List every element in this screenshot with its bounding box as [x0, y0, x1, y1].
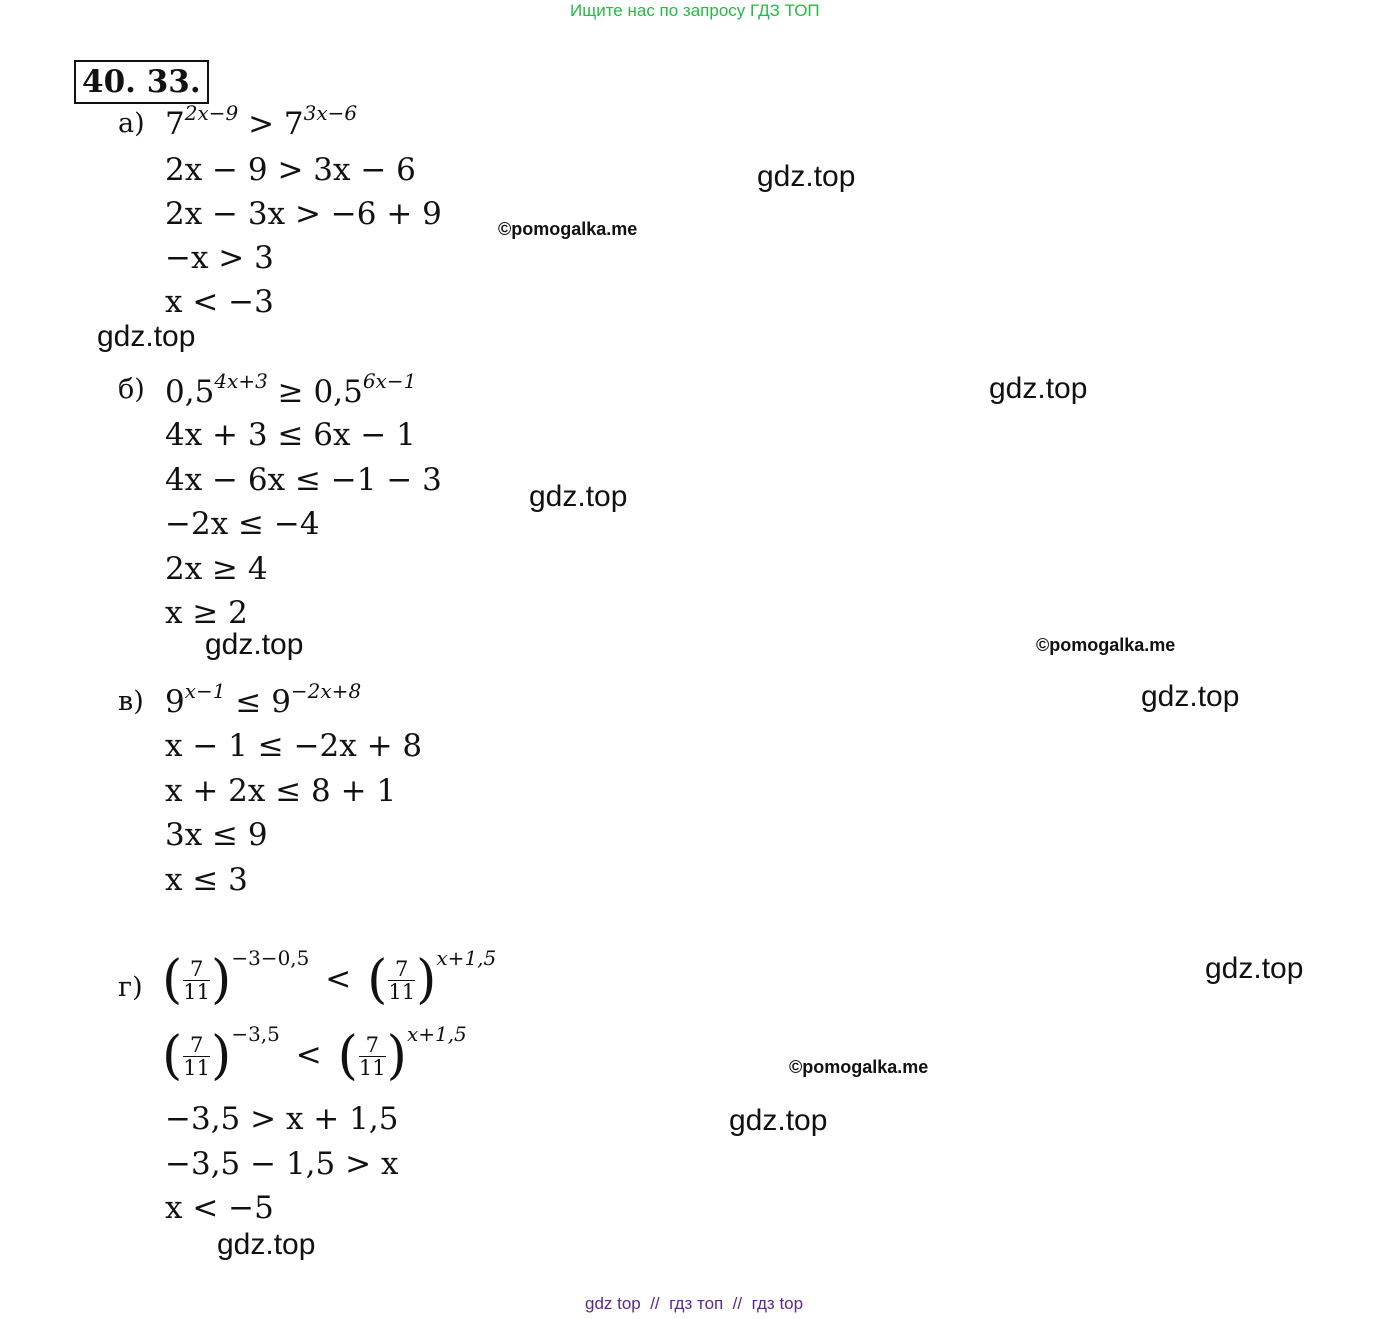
part-a-label: а)	[118, 108, 145, 139]
part-v-base1: 9	[165, 684, 185, 720]
part-b-exp1: 4x+3	[214, 369, 268, 393]
watermark-gdz: gdz.top	[97, 320, 196, 353]
part-g-label: г)	[118, 972, 143, 1003]
part-g-line-1: −3,5 > x + 1,5	[165, 1101, 399, 1137]
part-v-label: в)	[118, 686, 144, 717]
part-v-head	[165, 679, 362, 725]
part-g-fraction: $\frac{7}{11}$	[358, 1032, 386, 1080]
watermark-pomogalka: ©pomogalka.me	[1036, 635, 1176, 655]
watermark-gdz: gdz.top	[217, 1228, 316, 1261]
part-a-rel: >	[238, 106, 284, 142]
part-a-line-3: −x > 3	[165, 240, 274, 276]
part-a-line-2: 2x − 3x > −6 + 9	[165, 196, 442, 232]
part-g-exp1: −3−0,5	[231, 945, 310, 970]
watermark-gdz: gdz.top	[529, 480, 628, 513]
part-a-head	[165, 101, 358, 147]
watermark-gdz: gdz.top	[729, 1104, 828, 1137]
part-b-line-4: 2x ≥ 4	[165, 551, 268, 587]
part-b-base2: 0,5	[313, 374, 363, 410]
header-banner[interactable]: Ищите нас по запросу ГДЗ ТОП	[570, 1, 820, 20]
part-a-base2: 7	[283, 106, 304, 142]
part-a-exp2: 3x−6	[303, 101, 358, 125]
part-b-base1: 0,5	[165, 374, 215, 410]
part-a-exp1: 2x−9	[184, 101, 239, 125]
part-g-line-3: x < −5	[165, 1190, 274, 1226]
part-v-line-3: 3x ≤ 9	[165, 817, 268, 853]
watermark-gdz: gdz.top	[205, 628, 304, 661]
part-b-exp2: 6x−1	[362, 369, 417, 393]
watermark-pomogalka: ©pomogalka.me	[498, 219, 638, 239]
part-b-line-2: 4x − 6x ≤ −1 − 3	[165, 462, 442, 498]
part-g-fraction: $\frac{7}{11}$	[388, 956, 416, 1004]
part-v-exp2: −2x+8	[290, 679, 362, 703]
part-g-row-1: ( $\frac{7}{11}$ )$^{-3-0,5}$ < ( $\frac{7}{11}$ )$^{x+1,5}$	[162, 945, 497, 1010]
part-g-fraction: $\frac{7}{11}$	[183, 956, 211, 1004]
part-g-fraction: $\frac{7}{11}$	[183, 1032, 211, 1080]
watermark-pomogalka: ©pomogalka.me	[789, 1057, 929, 1077]
watermark-gdz: gdz.top	[1141, 680, 1240, 713]
part-g-rel2: <	[295, 1036, 322, 1073]
part-b-line-3: −2x ≤ −4	[165, 506, 320, 542]
part-b-head	[165, 369, 417, 415]
part-a-base1: 7	[165, 106, 185, 142]
part-g-row-2: ( $\frac{7}{11}$ )$^{-3,5}$ < ( $\frac{7}{11}$ )$^{x+1,5}$	[162, 1021, 467, 1086]
footer-links[interactable]: gdz top // гдз топ // гдз top	[585, 1294, 804, 1313]
part-g-line-2: −3,5 − 1,5 > x	[165, 1146, 399, 1182]
part-b-line-1: 4x + 3 ≤ 6x − 1	[165, 417, 416, 453]
part-g-exp3: −3,5	[231, 1021, 280, 1046]
watermark-gdz: gdz.top	[989, 372, 1088, 405]
part-a-line-1: 2x − 9 > 3x − 6	[165, 152, 416, 188]
part-b-rel: ≥	[267, 374, 314, 410]
watermark-gdz: gdz.top	[757, 160, 856, 193]
part-g-rel1: <	[325, 960, 352, 997]
part-g-exp4: x+1,5	[406, 1021, 467, 1046]
part-v-rel: ≤	[225, 684, 272, 720]
part-v-line-1: x − 1 ≤ −2x + 8	[165, 728, 423, 764]
watermark-gdz: gdz.top	[1205, 952, 1304, 985]
part-v-base2: 9	[271, 684, 291, 720]
part-b-line-5: x ≥ 2	[165, 595, 248, 631]
part-v-exp1: x−1	[184, 679, 226, 703]
problem-number: 40. 33.	[74, 60, 209, 104]
part-b-label: б)	[118, 374, 145, 405]
part-v-line-4: x ≤ 3	[165, 862, 248, 898]
part-a-line-4: x < −3	[165, 284, 274, 320]
part-v-line-2: x + 2x ≤ 8 + 1	[165, 773, 397, 809]
part-g-exp2: x+1,5	[436, 945, 497, 970]
